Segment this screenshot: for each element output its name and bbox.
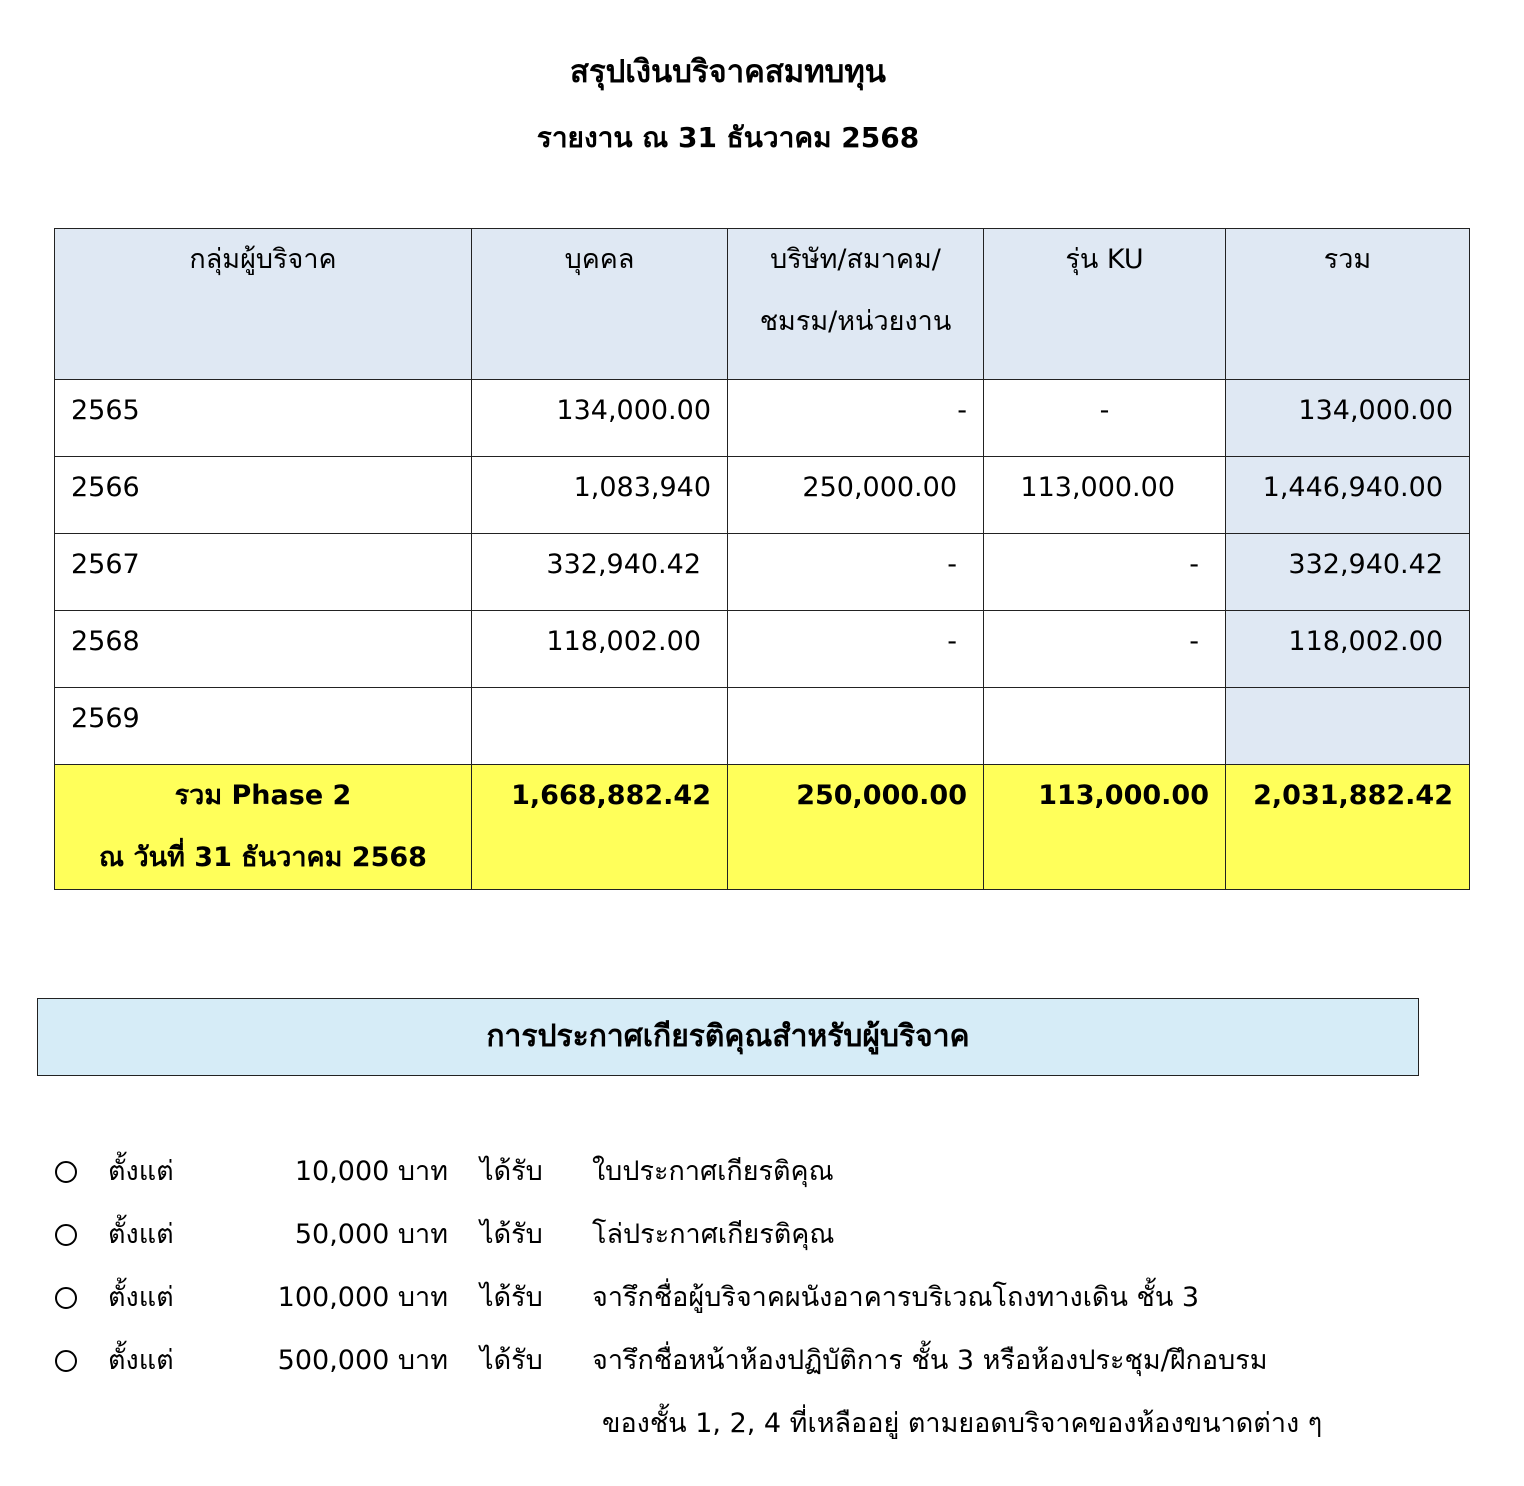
benefit-reward: จารึกชื่อผู้บริจาคผนังอาคารบริเวณโถงทางเดิน ชั้น 3: [592, 1282, 1200, 1313]
list-item: [50, 1266, 1470, 1329]
benefit-get: ได้รับ: [480, 1345, 543, 1376]
cell-company: [728, 688, 984, 765]
cell-person: 118,002.00: [472, 611, 728, 688]
recognition-banner: การประกาศเกียรติคุณสำหรับผู้บริจาค: [37, 998, 1419, 1076]
list-item: [50, 1203, 1470, 1266]
cell-year: 2566: [55, 457, 472, 534]
cell-ku: -: [984, 534, 1226, 611]
cell-person: [472, 688, 728, 765]
benefit-from: ตั้งแต่: [108, 1345, 174, 1376]
benefit-reward: ใบประกาศเกียรติคุณ: [592, 1156, 834, 1187]
benefit-reward: จารึกชื่อหน้าห้องปฏิบัติการ ชั้น 3 หรือห้องประชุม/ฝึกอบรม: [592, 1345, 1268, 1376]
cell-company: -: [728, 380, 984, 457]
phase-total-person: 1,668,882.42: [472, 765, 728, 890]
cell-ku: 113,000.00: [984, 457, 1226, 534]
phase-total-company: 250,000.00: [728, 765, 984, 890]
cell-ku: -: [984, 611, 1226, 688]
cell-person: 134,000.00: [472, 380, 728, 457]
benefit-reward: โล่ประกาศเกียรติคุณ: [592, 1219, 835, 1250]
phase-total-label-line2: ณ วันที่ 31 ธันวาคม 2568: [99, 842, 427, 873]
cell-company: -: [728, 534, 984, 611]
benefit-from: ตั้งแต่: [108, 1282, 174, 1313]
cell-total: [1226, 688, 1470, 765]
column-header-total: รวม: [1226, 229, 1470, 380]
column-header-ku-class: รุ่น KU: [984, 229, 1226, 380]
column-header-company: บริษัท/สมาคม/ ชมรม/หน่วยงาน: [728, 229, 984, 380]
circle-bullet-icon: [55, 1224, 77, 1246]
column-header-donor-group: กลุ่มผู้บริจาค: [55, 229, 472, 380]
benefit-amount: 50,000 บาท: [294, 1219, 448, 1250]
benefit-get: ได้รับ: [480, 1219, 543, 1250]
cell-ku: [984, 688, 1226, 765]
cell-person: 332,940.42: [472, 534, 728, 611]
list-item: [50, 1329, 1470, 1392]
table-header-row: [55, 229, 1470, 380]
phase-total-label-line1: รวม Phase 2: [174, 780, 352, 811]
benefit-amount: 100,000 บาท: [277, 1282, 448, 1313]
phase-total-label: [55, 765, 472, 890]
table-row: [55, 688, 1470, 765]
benefits-list: [50, 1140, 1470, 1455]
cell-year: 2567: [55, 534, 472, 611]
cell-company: -: [728, 611, 984, 688]
column-header-person: บุคคล: [472, 229, 728, 380]
cell-total: 1,446,940.00: [1226, 457, 1470, 534]
benefit-amount: 500,000 บาท: [277, 1345, 448, 1376]
phase-total-ku: 113,000.00: [984, 765, 1226, 890]
benefit-get: ได้รับ: [480, 1156, 543, 1187]
cell-year: 2569: [55, 688, 472, 765]
cell-year: 2565: [55, 380, 472, 457]
circle-bullet-icon: [55, 1161, 77, 1183]
benefit-get: ได้รับ: [480, 1282, 543, 1313]
list-item: [50, 1140, 1470, 1203]
table-row: [55, 534, 1470, 611]
cell-total: 332,940.42: [1226, 534, 1470, 611]
circle-bullet-icon: [55, 1350, 77, 1372]
cell-company: 250,000.00: [728, 457, 984, 534]
table-row: [55, 457, 1470, 534]
benefit-continuation-text: ของชั้น 1, 2, 4 ที่เหลืออยู่ ตามยอดบริจาคของห้องขนาดต่าง ๆ: [602, 1408, 1323, 1439]
circle-bullet-icon: [55, 1287, 77, 1309]
cell-ku: -: [984, 380, 1226, 457]
benefit-continuation: [50, 1392, 1470, 1455]
benefit-amount: 10,000 บาท: [294, 1156, 448, 1187]
report-subtitle: รายงาน ณ 31 ธันวาคม 2568: [536, 121, 920, 154]
donation-summary-table: [54, 228, 1470, 890]
phase-total-grand: 2,031,882.42: [1226, 765, 1470, 890]
cell-total: 134,000.00: [1226, 380, 1470, 457]
cell-person: 1,083,940: [472, 457, 728, 534]
benefit-from: ตั้งแต่: [108, 1219, 174, 1250]
table-row: [55, 611, 1470, 688]
table-row: [55, 380, 1470, 457]
phase-total-row: [55, 765, 1470, 890]
report-title: สรุปเงินบริจาคสมทบทุน: [570, 54, 886, 90]
cell-total: 118,002.00: [1226, 611, 1470, 688]
benefit-from: ตั้งแต่: [108, 1156, 174, 1187]
cell-year: 2568: [55, 611, 472, 688]
